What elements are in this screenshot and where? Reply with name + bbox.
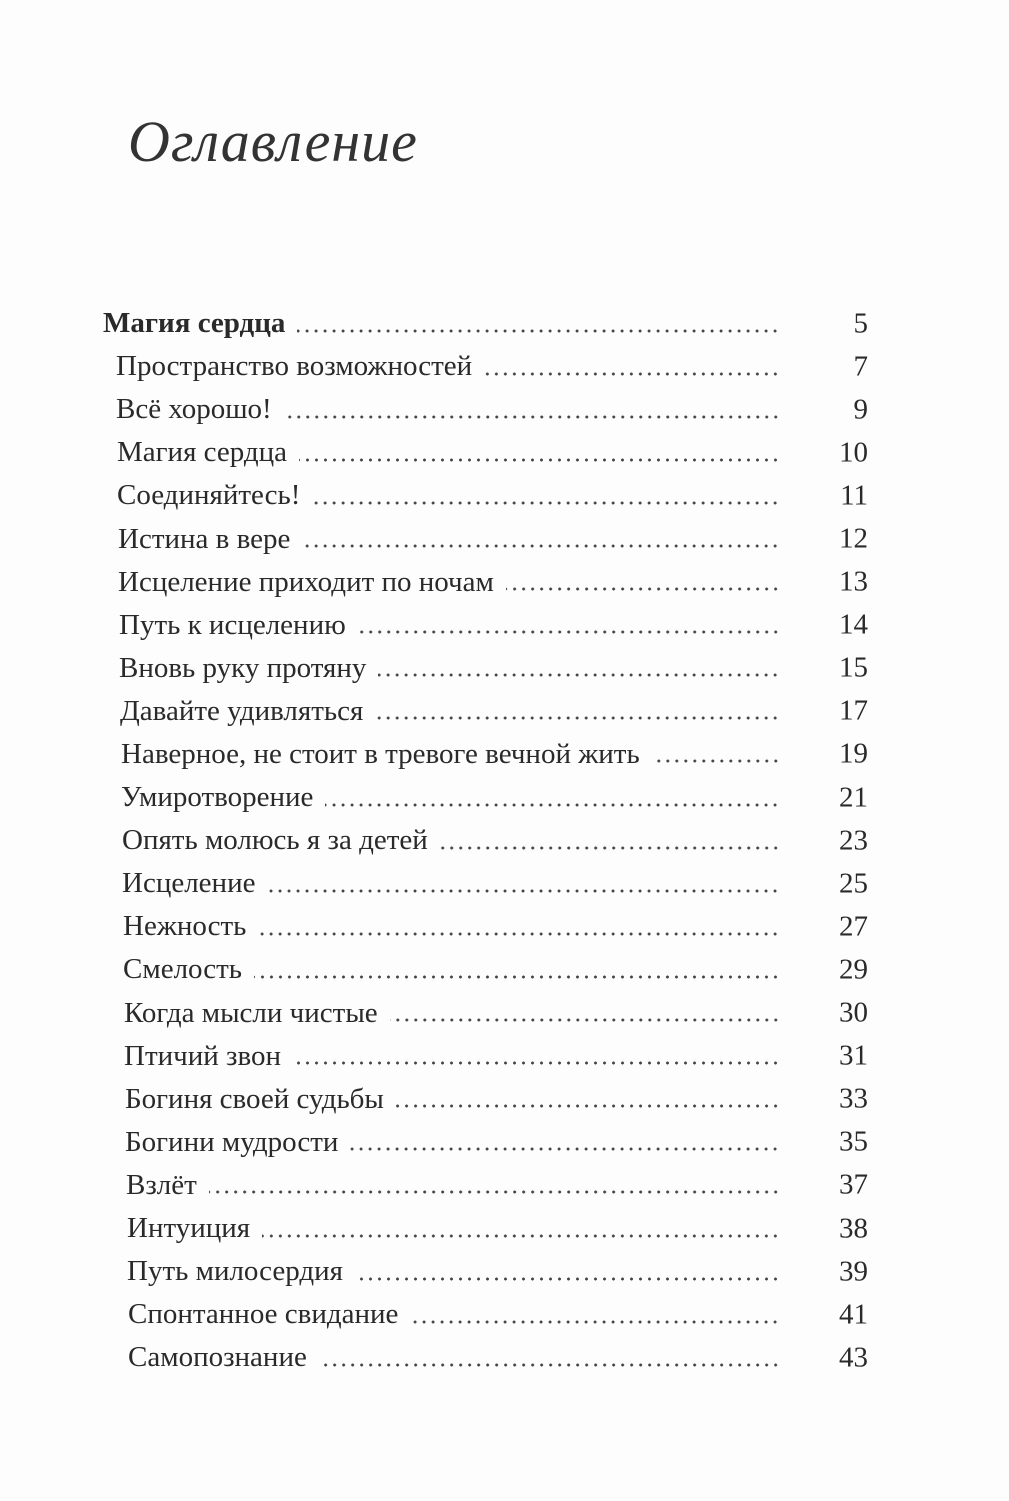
toc-entry <box>0 905 868 948</box>
dot-leader <box>355 1277 780 1281</box>
toc-entry <box>0 948 868 991</box>
dot-leader <box>440 846 780 850</box>
toc-entry-page: 41 <box>839 1298 868 1331</box>
dot-leader <box>293 1061 780 1065</box>
toc-entry-page: 31 <box>839 1039 868 1072</box>
dot-leader <box>358 630 780 634</box>
dot-leader <box>410 1320 780 1324</box>
toc-entry <box>0 1078 868 1121</box>
toc-entry-page: 10 <box>839 436 868 469</box>
toc-entry <box>0 388 868 431</box>
toc-entry-page: 11 <box>840 479 868 512</box>
dot-leader <box>319 1363 780 1367</box>
toc-entry-page: 5 <box>853 307 868 340</box>
toc-entry <box>0 690 868 733</box>
toc-entry-title: Соединяйтесь! <box>117 479 301 512</box>
page-title: Оглавление <box>128 109 418 174</box>
dot-leader <box>299 458 780 462</box>
dot-leader <box>258 932 780 936</box>
toc-entry-page: 30 <box>839 996 868 1029</box>
dot-leader <box>297 329 780 333</box>
toc-entry <box>0 1293 868 1336</box>
dot-leader <box>350 1147 780 1151</box>
toc-entry-page: 27 <box>839 910 868 943</box>
toc-entry-title: Смелость <box>123 953 243 986</box>
toc-entry-page: 9 <box>853 393 868 426</box>
toc-entry <box>0 992 868 1035</box>
toc-entry-page: 38 <box>839 1212 868 1245</box>
toc-entry-title: Когда мысли чистые <box>124 996 378 1029</box>
toc-entry-title: Богиня своей судьбы <box>125 1082 384 1115</box>
toc-entry <box>0 345 868 388</box>
toc-entry <box>0 819 868 862</box>
toc-entry-page: 43 <box>839 1341 868 1374</box>
toc-entry-title: Исцеление приходит по ночам <box>118 565 494 598</box>
dot-leader <box>262 1234 780 1238</box>
toc-entry <box>0 1121 868 1164</box>
toc-entry-title: Нежность <box>123 910 247 943</box>
dot-leader <box>209 1190 780 1194</box>
toc-entry-title: Магия сердца <box>103 307 286 340</box>
toc-entry-page: 12 <box>839 522 868 555</box>
toc-entry <box>0 517 868 560</box>
toc-entry-title: Исцеление <box>122 867 256 900</box>
toc-entry <box>0 733 868 776</box>
dot-leader <box>652 759 780 763</box>
toc-entry-title: Пространство возможностей <box>116 350 473 383</box>
toc-entry-title: Истина в вере <box>118 522 291 555</box>
toc-entry-title: Путь милосердия <box>127 1255 343 1288</box>
toc-entry-title: Давайте удивляться <box>120 694 364 727</box>
toc-entry-page: 25 <box>839 867 868 900</box>
toc-entry-page: 14 <box>839 608 868 641</box>
toc-entry-title: Птичий звон <box>124 1039 281 1072</box>
toc-entry-title: Вновь руку протяну <box>119 651 367 684</box>
toc-entry-page: 17 <box>839 694 868 727</box>
toc-entry-title: Умиротворение <box>121 781 314 814</box>
dot-leader <box>390 1018 780 1022</box>
toc-entry-title: Магия сердца <box>117 436 288 469</box>
toc-entry-page: 21 <box>839 781 868 814</box>
dot-leader <box>375 716 780 720</box>
dot-leader <box>325 803 780 807</box>
toc-entry <box>0 431 868 474</box>
toc-entry <box>0 1164 868 1207</box>
toc-entry-title: Интуиция <box>127 1212 251 1245</box>
toc-entry <box>0 604 868 647</box>
toc-entry-page: 23 <box>839 824 868 857</box>
dot-leader <box>378 673 780 677</box>
dot-leader <box>302 544 780 548</box>
toc-entry <box>0 647 868 690</box>
dot-leader <box>267 889 780 893</box>
toc-entry-page: 35 <box>839 1125 868 1158</box>
dot-leader <box>506 587 780 591</box>
dot-leader <box>312 501 780 505</box>
toc-entry <box>0 474 868 517</box>
toc-entry-page: 19 <box>839 737 868 770</box>
table-of-contents <box>0 302 1009 1379</box>
toc-entry-page: 33 <box>839 1082 868 1115</box>
toc-entry-title: Наверное, не стоит в тревоге вечной жить <box>121 737 640 770</box>
toc-entry <box>0 561 868 604</box>
toc-entry-page: 7 <box>853 350 868 383</box>
toc-entry-page: 29 <box>839 953 868 986</box>
toc-entry <box>0 862 868 905</box>
toc-entry-title: Спонтанное свидание <box>128 1298 399 1331</box>
dot-leader <box>254 975 780 979</box>
toc-entry-title: Путь к исцелению <box>119 608 346 641</box>
toc-entry-title: Опять молюсь я за детей <box>122 824 428 857</box>
toc-entry-page: 39 <box>839 1255 868 1288</box>
toc-entry-title: Богини мудрости <box>125 1125 339 1158</box>
toc-section-entry <box>0 302 868 345</box>
toc-entry <box>0 1207 868 1250</box>
dot-leader <box>284 415 780 419</box>
toc-entry <box>0 1250 868 1293</box>
dot-leader <box>396 1104 780 1108</box>
toc-entry <box>0 776 868 819</box>
toc-entry-page: 15 <box>839 651 868 684</box>
toc-entry-page: 37 <box>839 1168 868 1201</box>
toc-entry-title: Всё хорошо! <box>116 393 272 426</box>
toc-entry <box>0 1035 868 1078</box>
toc-entry <box>0 1336 868 1379</box>
toc-entry-page: 13 <box>839 565 868 598</box>
dot-leader <box>484 372 780 376</box>
toc-entry-title: Взлёт <box>126 1168 197 1201</box>
toc-entry-title: Самопознание <box>128 1341 307 1374</box>
